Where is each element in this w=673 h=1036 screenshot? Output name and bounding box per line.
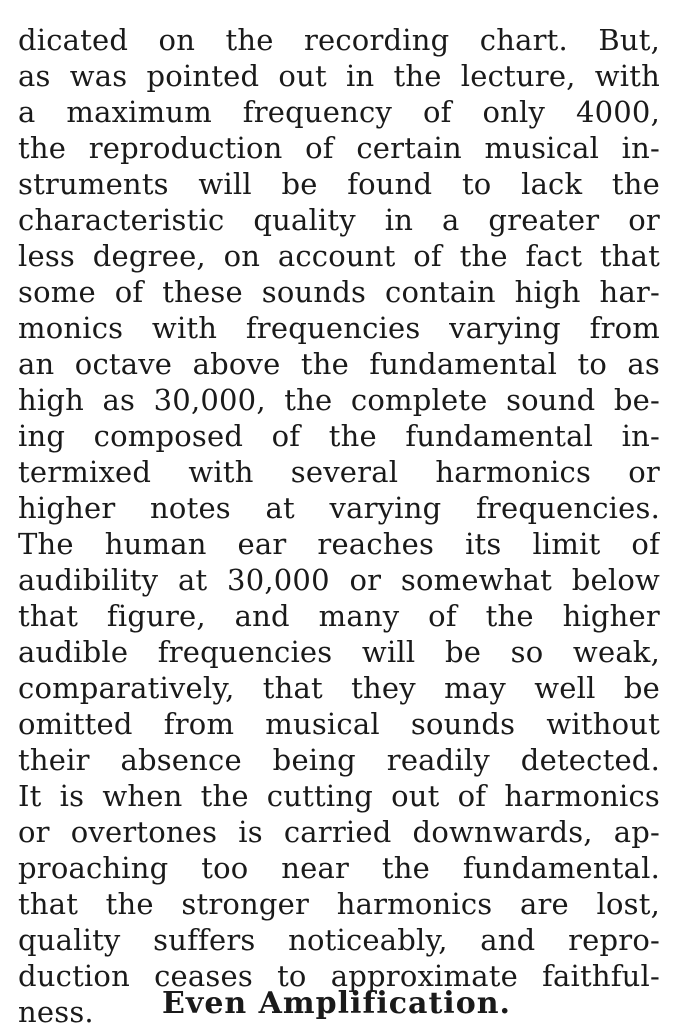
text-line: ing composed of the fundamental in- xyxy=(18,419,660,453)
text-line: higher notes at varying frequencies. xyxy=(18,491,660,525)
text-line: that the stronger harmonics are lost, xyxy=(18,887,660,921)
text-line: duction ceases to approximate faithful- xyxy=(18,959,660,993)
text-line: monics with frequencies varying from xyxy=(18,311,660,345)
text-line: ness. xyxy=(18,995,94,1029)
text-line: quality suffers noticeably, and repro- xyxy=(18,923,660,957)
text-line: termixed with several harmonics or xyxy=(18,455,660,489)
text-line: as was pointed out in the lecture, with xyxy=(18,59,660,93)
text-line: their absence being readily detected. xyxy=(18,743,660,777)
text-line: audible frequencies will be so weak, xyxy=(18,635,660,669)
text-line: The human ear reaches its limit of xyxy=(18,527,660,561)
text-line: less degree, on account of the fact that xyxy=(18,239,660,273)
text-line: comparatively, that they may well be xyxy=(18,671,660,705)
text-line: an octave above the fundamental to as xyxy=(18,347,660,381)
text-line: or overtones is carried downwards, ap- xyxy=(18,815,660,849)
section-subheading: Even Amplification. xyxy=(162,986,511,1021)
text-line: a maximum frequency of only 4000, xyxy=(18,95,660,129)
text-line: some of these sounds contain high har- xyxy=(18,275,660,309)
text-line: that figure, and many of the higher xyxy=(18,599,660,633)
text-line: proaching too near the fundamental. xyxy=(18,851,660,885)
text-line: characteristic quality in a greater or xyxy=(18,203,660,237)
text-line: It is when the cutting out of harmonics xyxy=(18,779,660,813)
text-line: high as 30,000, the complete sound be- xyxy=(18,383,660,417)
text-line: the reproduction of certain musical in- xyxy=(18,131,660,165)
text-line: omitted from musical sounds without xyxy=(18,707,660,741)
text-line: dicated on the recording chart. But, xyxy=(18,23,660,57)
text-line: struments will be found to lack the xyxy=(18,167,660,201)
article-body xyxy=(18,22,660,1030)
text-line: audibility at 30,000 or somewhat below xyxy=(18,563,660,597)
